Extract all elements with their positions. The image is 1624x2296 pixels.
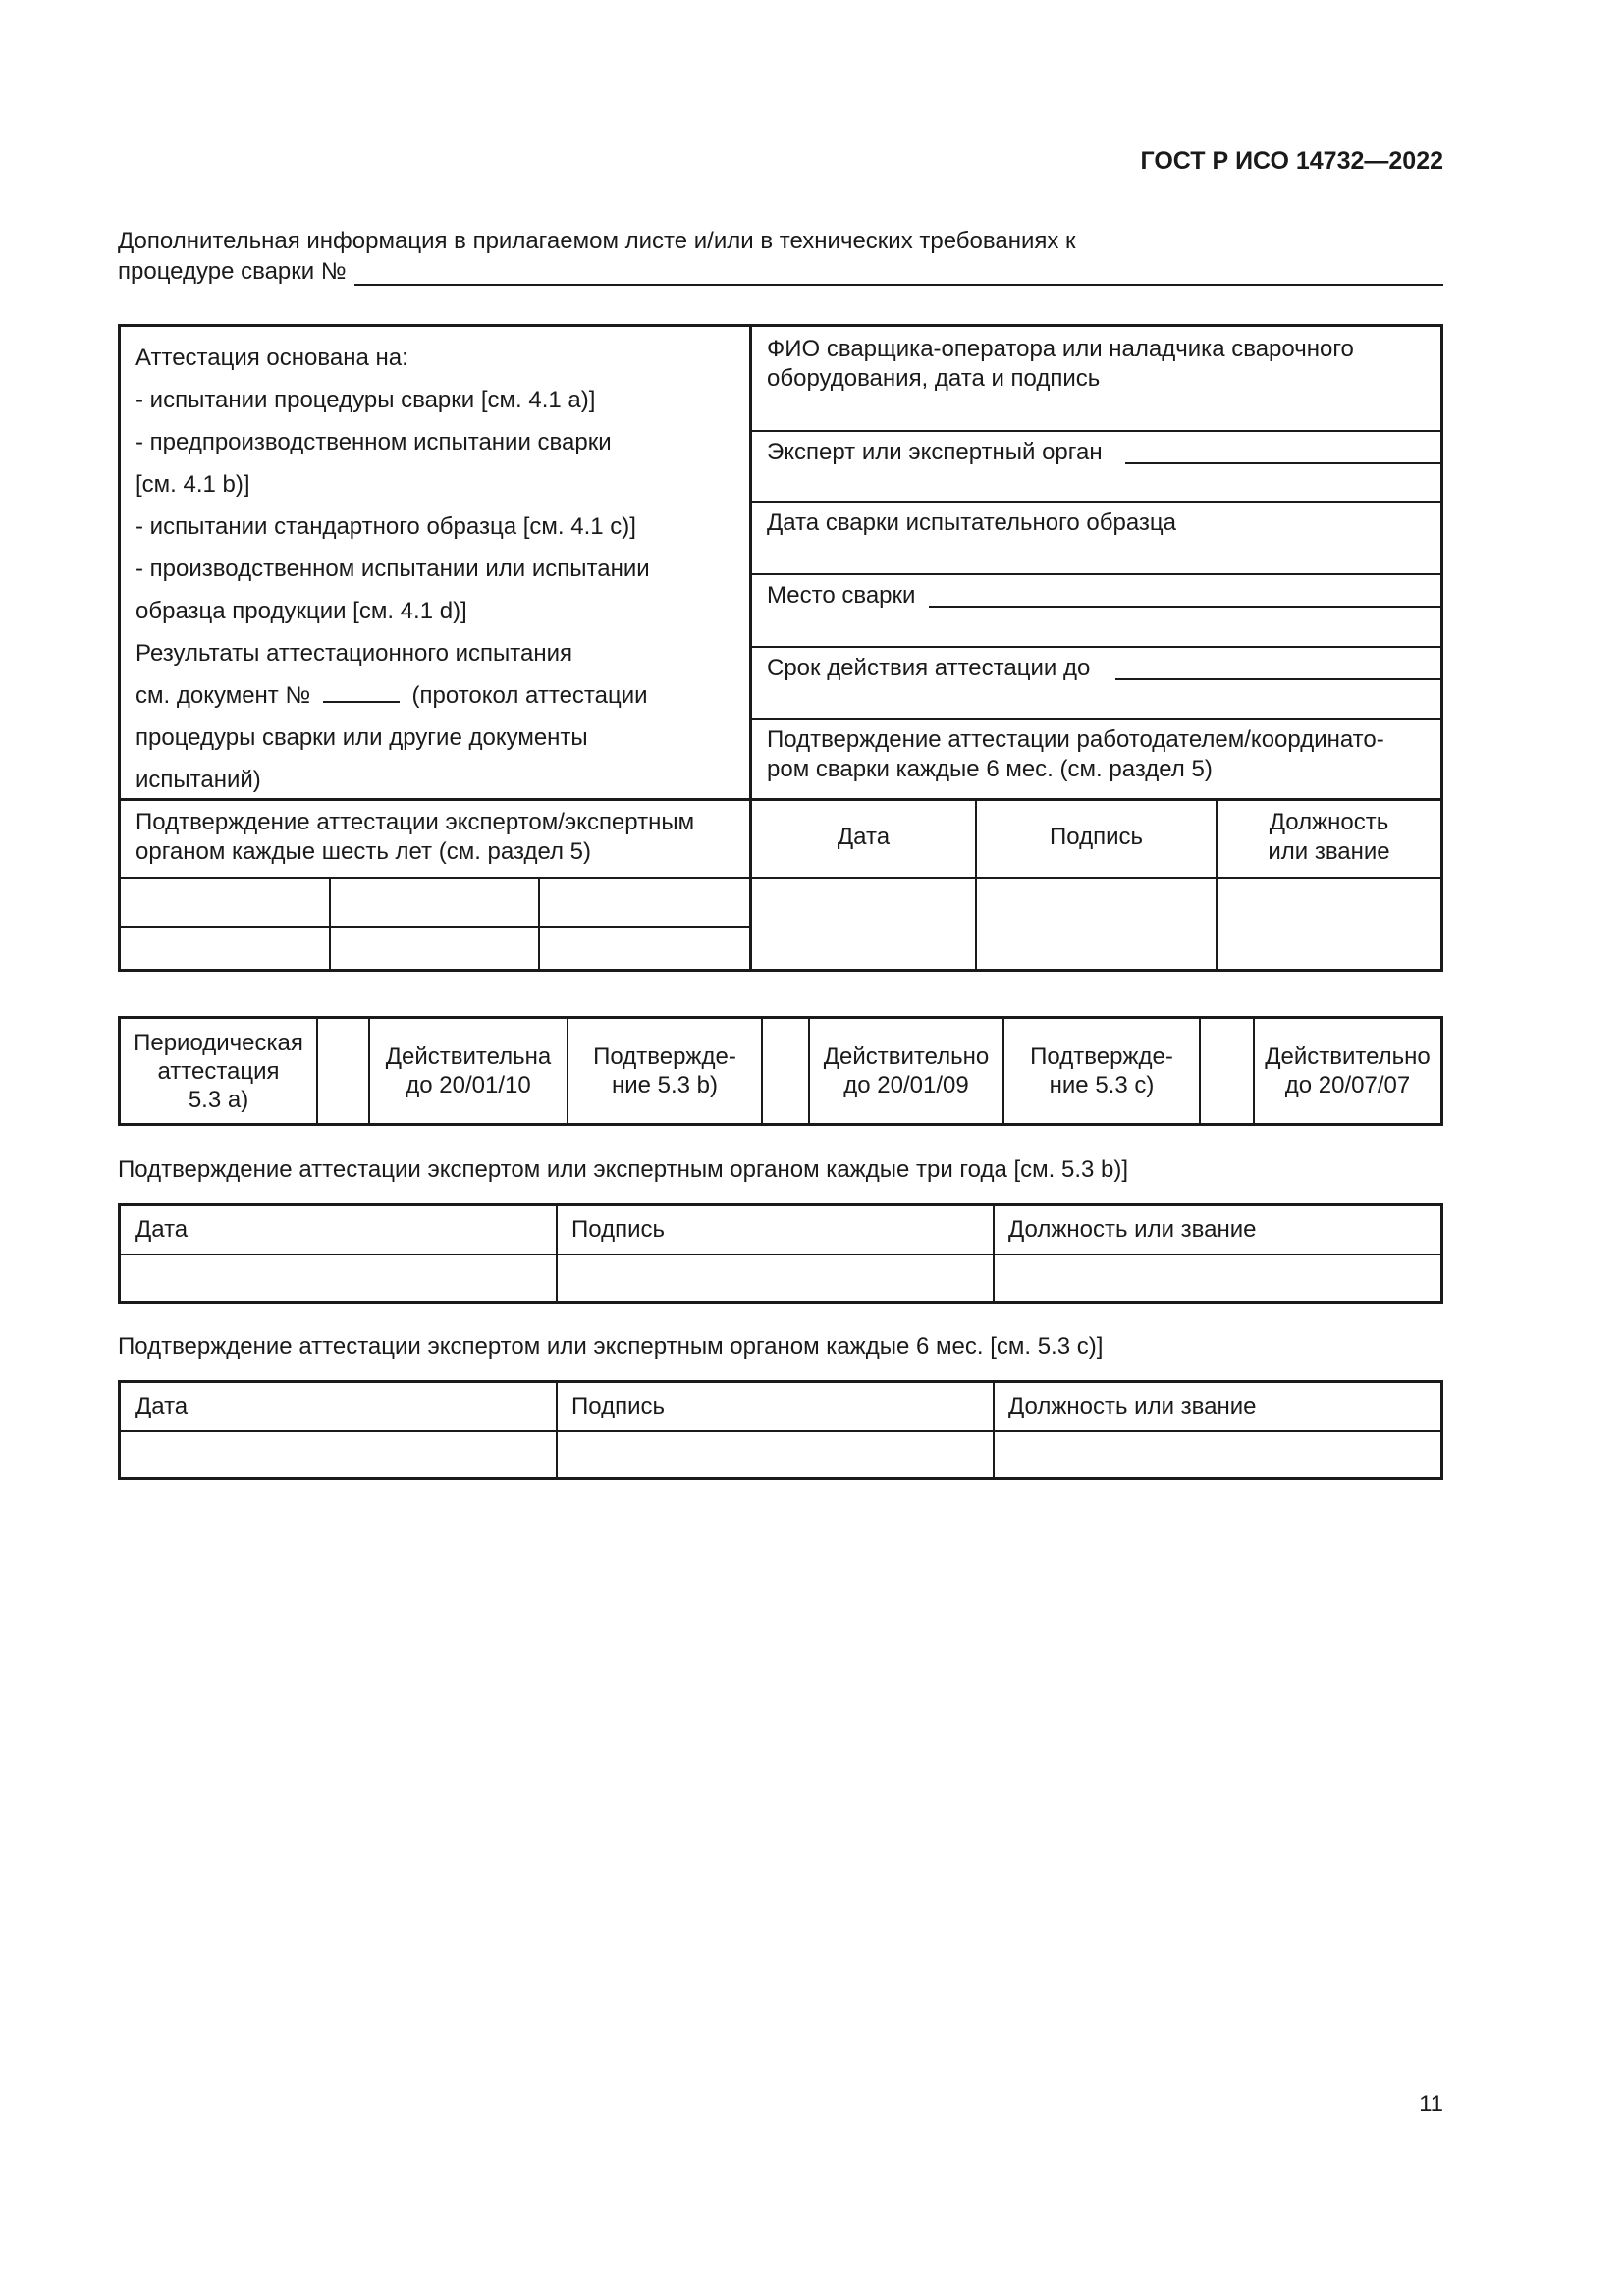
cell-line: ние 5.3 b) (611, 1072, 719, 1098)
checkbox-cell[interactable] (763, 1019, 810, 1123)
basis-line: - производственном испытании или испытании (135, 556, 650, 582)
valid-until-row (752, 646, 1440, 720)
welder-label-line: оборудования, дата и подпись (767, 365, 1101, 392)
test-date-label: Дата сварки испытательного образца (767, 509, 1176, 536)
col-signature-header: Подпись (1050, 824, 1143, 850)
divider (121, 877, 1440, 879)
basis-line: - испытании стандартного образца [см. 4.1 c)] (135, 513, 636, 540)
confirm-six-months-table (118, 1380, 1443, 1480)
doc-prefix: см. документ № (135, 682, 311, 709)
periodic-attestation-table (118, 1016, 1443, 1126)
basis-line: испытаний) (135, 767, 261, 793)
doc-suffix: (протокол аттестации (411, 682, 648, 709)
welder-row (752, 327, 1440, 432)
intro-procedure-label: процедуре сварки № (118, 258, 347, 285)
divider (329, 877, 331, 969)
signature-header: Подпись (571, 1216, 665, 1243)
doc-number-field[interactable] (323, 681, 400, 703)
employer-label (767, 725, 1426, 784)
expert-field[interactable] (1125, 462, 1440, 464)
signature-input-cell[interactable] (558, 1432, 993, 1477)
attestation-basis (135, 337, 734, 801)
document-id: ГОСТ Р ИСО 14732—2022 (1140, 147, 1443, 175)
date-header: Дата (135, 1216, 189, 1243)
valid-until-cell (370, 1019, 568, 1123)
divider (121, 926, 749, 928)
position-input-cell[interactable] (995, 1255, 1440, 1301)
intro-line-2 (118, 258, 1443, 286)
welder-label-line: ФИО сварщика-оператора или наладчика сварочного (767, 336, 1354, 362)
place-label: Место сварки (767, 582, 916, 609)
position-header: Должность или звание (1008, 1216, 1257, 1243)
date-input-cell[interactable] (121, 1432, 556, 1477)
periodic-label-line: 5.3 a) (188, 1086, 249, 1113)
confirmation-cell (1004, 1019, 1201, 1123)
basis-line: - испытании процедуры сварки [см. 4.1 а)] (135, 387, 596, 413)
periodic-label-line: аттестация (157, 1057, 280, 1085)
place-field[interactable] (929, 606, 1440, 608)
periodic-label-cell (121, 1019, 318, 1123)
confirmation-cell (568, 1019, 763, 1123)
col-date-header: Дата (837, 824, 891, 850)
attestation-table (118, 324, 1443, 972)
checkbox-cell[interactable] (1201, 1019, 1255, 1123)
procedure-number-field[interactable] (354, 262, 1443, 286)
signature-header: Подпись (571, 1393, 665, 1419)
basis-line: образца продукции [см. 4.1 d)] (135, 598, 467, 624)
expert-six-years-line: Подтверждение аттестации экспертом/экспертным (135, 809, 695, 835)
cell-line: ние 5.3 c) (1049, 1072, 1155, 1098)
cell-line: Подтвержде- (593, 1043, 736, 1070)
expert-label: Эксперт или экспертный орган (767, 439, 1103, 465)
date-input-cell[interactable] (121, 1255, 556, 1301)
position-input-cell[interactable] (995, 1432, 1440, 1477)
cell-line: Действительно (823, 1043, 990, 1070)
col-position-header (1218, 808, 1440, 867)
employer-label-line: ром сварки каждые 6 мес. (см. раздел 5) (767, 756, 1213, 782)
valid-until-cell (1255, 1019, 1440, 1123)
cell-line: до 20/01/10 (406, 1072, 531, 1098)
confirm-three-years-caption: Подтверждение аттестации экспертом или экспертным органом каждые три года [см. 5.3 b)] (118, 1156, 1129, 1183)
welder-label (767, 335, 1426, 394)
expert-six-years-label (135, 808, 739, 867)
valid-until-cell (810, 1019, 1004, 1123)
signature-input-cell[interactable] (558, 1255, 993, 1301)
basis-line: [см. 4.1 b)] (135, 471, 250, 498)
cell-line: до 20/01/09 (843, 1072, 969, 1098)
basis-line: Аттестация основана на: (135, 345, 408, 371)
checkbox-cell[interactable] (318, 1019, 370, 1123)
col-position-line: Должность (1269, 809, 1389, 835)
employer-label-line: Подтверждение аттестации работодателем/координато- (767, 726, 1384, 753)
confirm-six-months-caption: Подтверждение аттестации экспертом или экспертным органом каждые 6 мес. [см. 5.3 c)] (118, 1333, 1104, 1360)
cell-line: до 20/07/07 (1284, 1072, 1411, 1098)
periodic-label-line: Периодическая (134, 1029, 303, 1056)
date-header: Дата (135, 1393, 189, 1419)
expert-six-years-line: органом каждые шесть лет (см. раздел 5) (135, 838, 592, 865)
basis-line: - предпроизводственном испытании сварки (135, 429, 612, 455)
cell-line: Действительна (385, 1043, 552, 1070)
basis-line: процедуры сварки или другие документы (135, 724, 588, 751)
test-date-row (752, 501, 1440, 575)
place-row (752, 573, 1440, 648)
basis-line: Результаты аттестационного испытания (135, 640, 572, 667)
doc-number-line (135, 674, 734, 717)
cell-line: Действительно (1265, 1043, 1431, 1070)
divider (538, 877, 540, 969)
expert-row (752, 430, 1440, 503)
cell-line: Подтвержде- (1030, 1043, 1173, 1070)
employer-row (752, 718, 1440, 798)
col-position-line: или звание (1268, 838, 1390, 865)
intro-line-1: Дополнительная информация в прилагаемом листе и/или в технических требованиях к (118, 228, 1076, 254)
valid-until-field[interactable] (1115, 678, 1440, 680)
valid-until-label: Срок действия аттестации до (767, 655, 1091, 681)
confirm-three-years-table (118, 1203, 1443, 1304)
position-header: Должность или звание (1008, 1393, 1257, 1419)
page-number: 11 (1419, 2091, 1443, 2117)
